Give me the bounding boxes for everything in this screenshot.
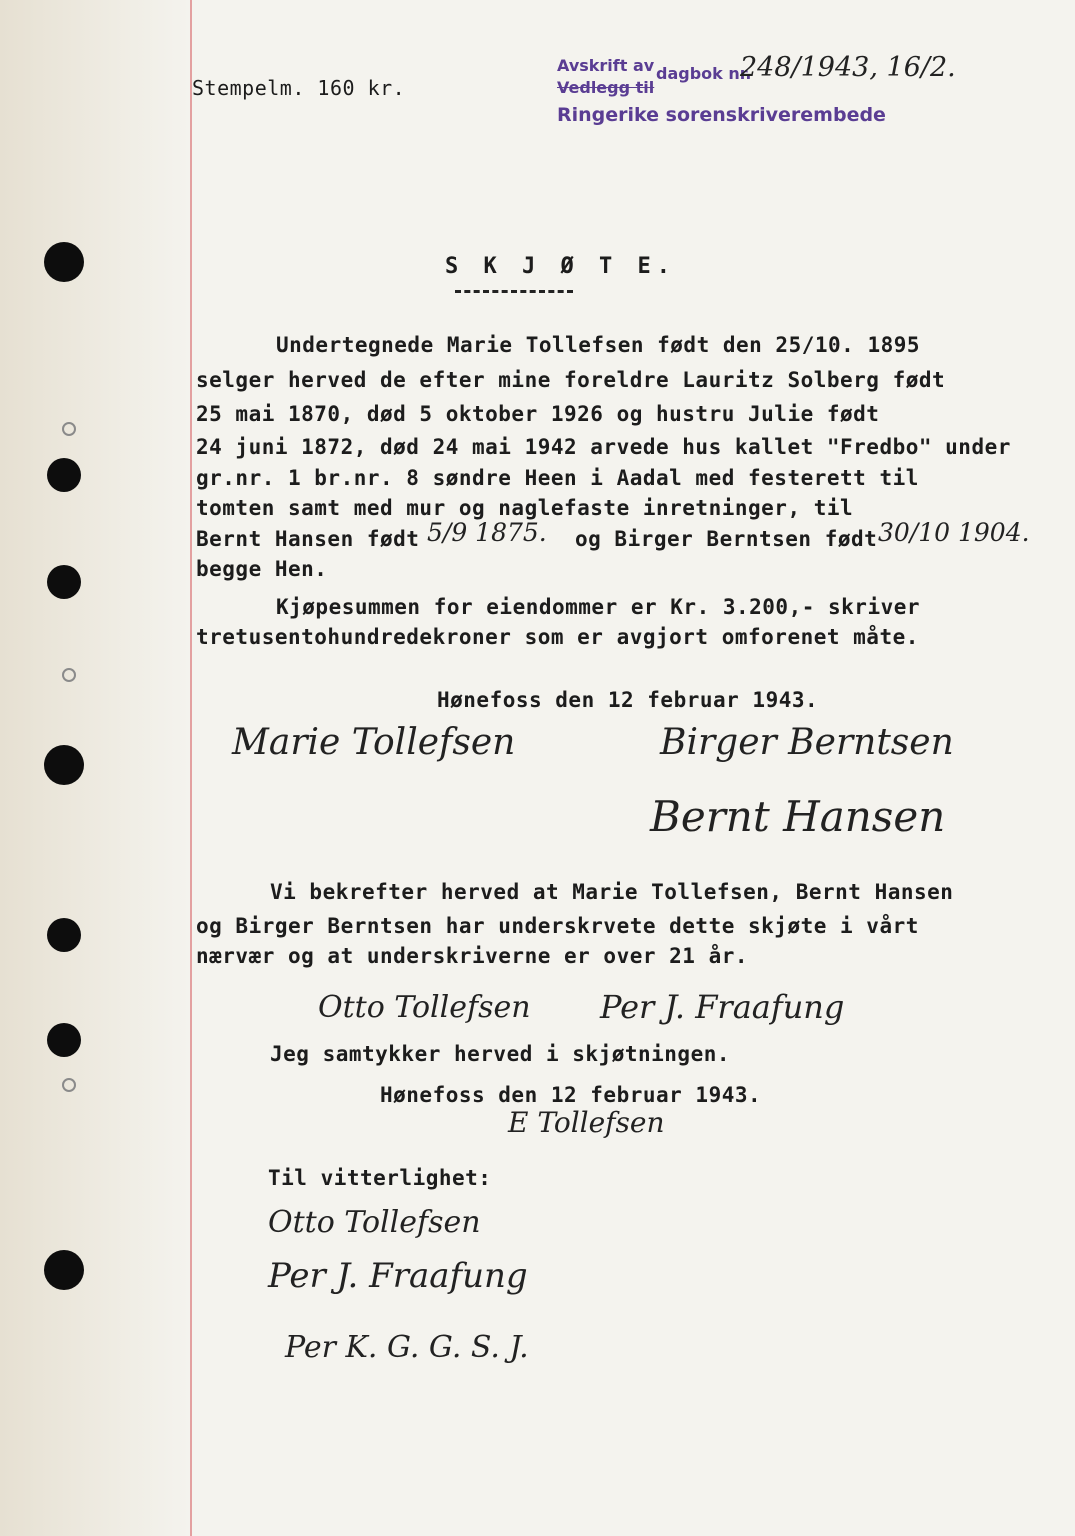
body-line: Bernt Hansen født	[196, 527, 420, 551]
body-line: Kjøpesummen for eiendommer er Kr. 3.200,- skriver	[276, 595, 921, 619]
document-title: S K J Ø T E.	[445, 254, 676, 279]
margin-rule	[190, 0, 192, 1536]
left-margin-shading	[0, 0, 190, 1536]
punch-hole-icon	[44, 242, 84, 282]
place-date: Hønefoss den 12 februar 1943.	[437, 688, 819, 712]
body-line: begge Hen.	[196, 557, 328, 581]
body-line: og Birger Berntsen født	[575, 527, 878, 551]
body-line: Vi bekrefter herved at Marie Tollefsen, Bernt Hansen	[270, 880, 954, 904]
body-line: 24 juni 1872, død 24 mai 1942 arvede hus kallet "Fredbo" under	[196, 435, 1011, 459]
punch-hole-icon	[47, 1023, 81, 1057]
signature-bernt: Bernt Hansen	[650, 792, 946, 841]
body-line: tretusentohundredekroner som er avgjort omforenet måte.	[196, 625, 919, 649]
title-underline	[455, 290, 573, 293]
handwritten-birthdate: 5/9 1875.	[427, 518, 547, 547]
signature-birger: Birger Berntsen	[660, 722, 954, 763]
signature-witness-1: Otto Tollefsen	[318, 990, 531, 1025]
speck-icon	[62, 422, 76, 436]
speck-icon	[62, 1078, 76, 1092]
witness-heading: Til vitterlighet:	[268, 1166, 492, 1190]
body-line: og Birger Berntsen har underskrvete dette skjøte i vårt	[196, 914, 919, 938]
body-line: 25 mai 1870, død 5 oktober 1926 og hustru Julie født	[196, 402, 880, 426]
speck-icon	[62, 668, 76, 682]
signature-consent: E Tollefsen	[508, 1106, 665, 1139]
body-line: gr.nr. 1 br.nr. 8 søndre Heen i Aadal med festerett til	[196, 466, 919, 490]
signature-marie: Marie Tollefsen	[232, 722, 516, 763]
signature-witness-3b: Per K. G. G. S. J.	[285, 1330, 529, 1365]
stamp-dagbok: dagbok nr.	[656, 64, 752, 83]
stamp-office: Ringerike sorenskriverembede	[557, 104, 886, 126]
stamp-copy-of: Avskrift av	[557, 56, 655, 75]
body-line: nærvær og at underskriverne er over 21 år.	[196, 944, 749, 968]
stamp-fee-text: Stempelm. 160 kr.	[192, 76, 406, 100]
punch-hole-icon	[47, 918, 81, 952]
signature-witness-1b: Otto Tollefsen	[268, 1205, 481, 1240]
body-line: tomten samt med mur og naglefaste inretninger, til	[196, 496, 854, 520]
signature-witness-2: Per J. Fraafung	[600, 988, 845, 1026]
punch-hole-icon	[47, 458, 81, 492]
handwritten-birthdate: 30/10 1904.	[878, 518, 1030, 547]
consent-line: Jeg samtykker herved i skjøtningen.	[270, 1042, 731, 1066]
body-line: selger herved de efter mine foreldre Lauritz Solberg født	[196, 368, 946, 392]
signature-witness-2b: Per J. Fraafung	[268, 1256, 528, 1296]
stamp-attachment-struck: Vedlegg til	[557, 78, 655, 97]
punch-hole-icon	[44, 1250, 84, 1290]
handwritten-reference: 248/1943, 16/2.	[740, 52, 956, 83]
place-date: Hønefoss den 12 februar 1943.	[380, 1083, 762, 1107]
punch-hole-icon	[44, 745, 84, 785]
punch-hole-icon	[47, 565, 81, 599]
body-line: Undertegnede Marie Tollefsen født den 25/10. 1895	[276, 333, 921, 357]
